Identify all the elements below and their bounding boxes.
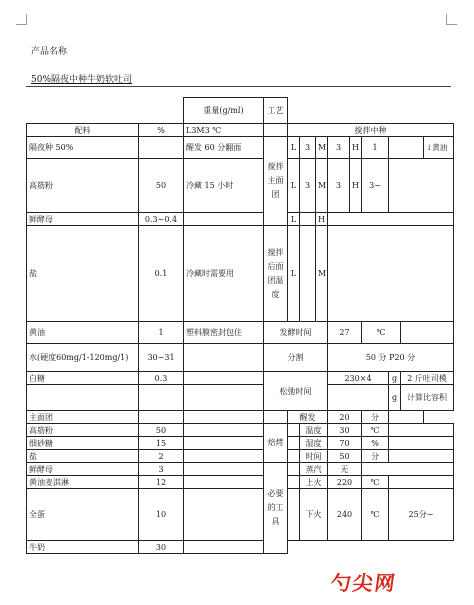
- process-note: 冷藏时需要用: [184, 226, 264, 322]
- ingredient-percent: 3: [139, 463, 184, 476]
- ingredient-name: 全蛋: [27, 489, 139, 541]
- ingredient-name: 主面团: [27, 411, 139, 424]
- param-unit: ℃: [362, 489, 389, 541]
- ingredient-percent: 0.3: [139, 372, 184, 385]
- speed-label: H: [350, 159, 362, 213]
- param-label: 蒸汽: [300, 463, 328, 476]
- process-note: 醒发 60 分翻面: [184, 137, 264, 159]
- ingredient-percent: 12: [139, 476, 184, 489]
- stir-header: 搅拌中种: [288, 124, 454, 137]
- crop-mark-top-right: [446, 14, 457, 25]
- ingredient-percent: 1: [139, 322, 184, 344]
- proof-value: 20: [328, 411, 362, 424]
- ingredient-percent: 0.1: [139, 226, 184, 322]
- speed-label: H: [316, 213, 328, 226]
- crop-mark-top-left: [16, 14, 27, 25]
- recipe-table: [26, 97, 454, 554]
- weight-unit-header: 重量(g/ml): [184, 98, 264, 124]
- param-value: 220: [328, 476, 362, 489]
- stir-after-temp-label: 搅拌后面团温度: [264, 226, 288, 322]
- craft-header: 工艺: [264, 98, 288, 124]
- param-label: 时间: [300, 450, 328, 463]
- speed-label: L: [288, 226, 300, 322]
- ingredient-percent: 30~31: [139, 344, 184, 372]
- ingredient-percent: 2: [139, 450, 184, 463]
- speed-label: H: [350, 137, 362, 159]
- watermark-logo: 勺尖网: [329, 571, 399, 595]
- bake-label: 焙烤: [264, 424, 288, 463]
- model-column-header: L3M3 ℃: [184, 124, 264, 137]
- param-value: 70: [328, 437, 362, 450]
- ingredient-name: 鲜酵母: [27, 463, 139, 476]
- tools-label: 必要的工具: [264, 463, 288, 554]
- product-name-label: 产品名称: [31, 47, 68, 57]
- proof-unit: 分: [362, 411, 389, 424]
- ingredient-name: 牛奶: [27, 541, 139, 554]
- param-unit: %: [362, 437, 389, 450]
- process-note: 冷藏 15 小时: [184, 159, 264, 213]
- ingredient-name: 白糖: [27, 372, 139, 385]
- ferment-time-label: 发酵时间: [264, 322, 328, 344]
- speed-value: 3: [300, 137, 316, 159]
- ferment-temp-unit: ℃: [362, 322, 401, 344]
- param-value: 50: [328, 450, 362, 463]
- ingredient-name: 细砂糖: [27, 437, 139, 450]
- percent-column-header: %: [139, 124, 184, 137]
- speed-label: L: [288, 159, 300, 213]
- speed-label: M: [316, 137, 328, 159]
- ingredient-name: 盐: [27, 450, 139, 463]
- product-title: 50%隔夜中种牛奶软吐司: [31, 75, 133, 85]
- param-unit: ℃: [362, 476, 389, 489]
- ingredient-name: 黄油: [27, 322, 139, 344]
- proof-label: 醒发: [288, 411, 328, 424]
- ingredient-percent: 0.3~0.4: [139, 213, 184, 226]
- speed-value: 3~: [362, 159, 389, 213]
- stir-main-dough-label: 搅拌主面团: [264, 137, 288, 226]
- volume-unit: g: [389, 385, 401, 411]
- ingredient-name: 隔夜种 50%: [27, 137, 139, 159]
- param-unit: 分: [362, 450, 389, 463]
- dough-weight-value: 230×4: [328, 372, 389, 385]
- speed-value: 3: [300, 159, 316, 213]
- ingredient-percent: 10: [139, 489, 184, 541]
- ingredient-percent: 50: [139, 159, 184, 213]
- param-label: 下火: [300, 489, 328, 541]
- param-label: 温度: [300, 424, 328, 437]
- param-value: 30: [328, 424, 362, 437]
- ingredient-percent: 50: [139, 424, 184, 437]
- param-unit: ℃: [362, 424, 389, 437]
- rest-time-label: 松弛时间: [264, 372, 328, 411]
- ingredient-name: 黄油麦淇淋: [27, 476, 139, 489]
- butter-add-note: ↓黄油: [424, 137, 454, 159]
- ingredient-name: 高筋粉: [27, 424, 139, 437]
- title-underline-rule: [26, 86, 451, 87]
- dough-weight-unit: g: [389, 372, 401, 385]
- ingredient-percent: 15: [139, 437, 184, 450]
- param-value: 240: [328, 489, 362, 541]
- speed-value: 3: [328, 159, 350, 213]
- speed-label: M: [316, 226, 328, 322]
- speed-value: 1: [362, 137, 389, 159]
- divide-value: 50 分 P20 分: [328, 344, 454, 372]
- param-value: 无: [328, 463, 362, 476]
- divide-label: 分割: [264, 344, 328, 372]
- ingredient-name: 鲜酵母: [27, 213, 139, 226]
- process-note: 塑料膜密封包住: [184, 322, 264, 344]
- speed-value: 3: [328, 137, 350, 159]
- ingredient-name: 盐: [27, 226, 139, 322]
- ingredient-name: 水(硬度60mg/1-120mg/1): [27, 344, 139, 372]
- mold-size: 2 斤吐司模: [401, 372, 454, 385]
- specific-volume-label: 计算比容积: [401, 385, 454, 411]
- ingredient-name: 高筋粉: [27, 159, 139, 213]
- ferment-temp-value: 27: [328, 322, 362, 344]
- speed-label: L: [288, 213, 300, 226]
- param-label: 上火: [300, 476, 328, 489]
- bake-time-value: 25分~: [389, 489, 454, 541]
- param-label: 湿度: [300, 437, 328, 450]
- ingredient-column-header: 配料: [27, 124, 139, 137]
- speed-label: M: [316, 159, 328, 213]
- speed-label: L: [288, 137, 300, 159]
- ingredient-percent: 30: [139, 541, 184, 554]
